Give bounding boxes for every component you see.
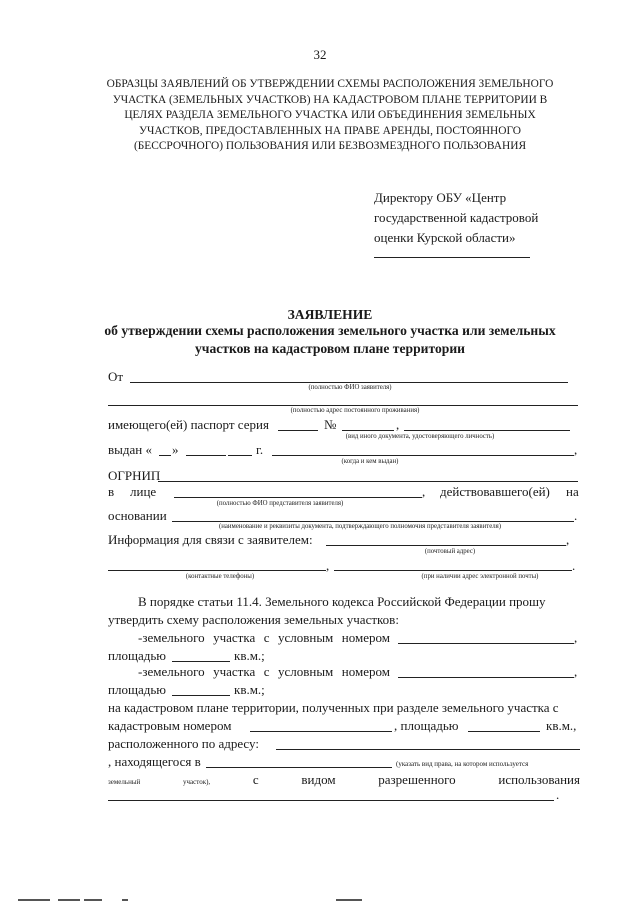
from-field[interactable] (130, 382, 568, 383)
intro-line: В порядке статьи 11.4. Земельного кодекса Российской Федерации прошу (138, 594, 546, 609)
scan-mark (18, 899, 50, 901)
basis-caption: (наименование и реквизиты документа, подтверждающего полномочия представителя заявителя) (218, 523, 501, 530)
right-note: (указать вид права, на котором используется (396, 760, 529, 768)
in-label: в (108, 484, 115, 499)
passport-label: имеющего(ей) паспорт серия (108, 417, 269, 432)
plot-word: условным (277, 630, 334, 645)
area-label: площадью (108, 648, 166, 663)
plot-word: с (263, 630, 270, 645)
area-unit: кв.м.; (234, 648, 265, 663)
plot-word: -земельного (138, 664, 205, 679)
postal-caption: (почтовый адрес) (424, 548, 476, 555)
use-type-field[interactable] (108, 800, 554, 801)
person-label: лице (130, 484, 157, 499)
acted-label: действовавшего(ей) (440, 484, 550, 499)
basis-field[interactable] (172, 521, 574, 522)
intro-line: утвердить схему расположения земельных участков: (108, 612, 399, 627)
scan-mark (84, 899, 102, 901)
ogrnip-label: ОГРНИП (108, 468, 161, 483)
year-suffix: г. (256, 442, 264, 457)
phones-field[interactable] (108, 570, 326, 571)
issued-day-field[interactable] (159, 455, 171, 456)
located-address-field[interactable] (276, 749, 580, 750)
scan-mark (336, 899, 362, 901)
plot-word: с (263, 664, 270, 679)
plot-word: -земельного (138, 630, 205, 645)
use-row (108, 772, 580, 790)
issued-label: выдан « (108, 442, 152, 457)
passport-series-field[interactable] (278, 430, 318, 431)
plot-1-number-field[interactable] (398, 643, 574, 644)
ogrnip-field[interactable] (158, 481, 578, 482)
plot-2-area-field[interactable] (172, 695, 230, 696)
use-word: использования (498, 772, 580, 787)
plot-row-2 (138, 664, 390, 680)
addressee-line: государственной кадастровой (374, 210, 539, 225)
issued-caption: (когда и кем выдан) (341, 458, 399, 465)
application-title: ЗАЯВЛЕНИЕ (287, 307, 373, 322)
phones-caption: (контактные телефоны) (185, 573, 255, 580)
area-label-2: , площадью (394, 718, 459, 733)
postal-address-field[interactable] (326, 545, 566, 546)
issued-year-field[interactable] (228, 455, 252, 456)
passport-number-sign: № (324, 417, 337, 432)
land-word: земельный (108, 778, 141, 786)
plot-1-area-field[interactable] (172, 661, 230, 662)
plot-word: условным (277, 664, 334, 679)
passport-caption: (вид иного документа, удостоверяющего личность) (345, 433, 495, 440)
email-field[interactable] (334, 570, 572, 571)
area-label: площадью (108, 682, 166, 697)
cad-number-field[interactable] (250, 731, 392, 732)
plot-word: участка (213, 664, 256, 679)
contact-label: Информация для связи с заявителем: (108, 532, 313, 547)
with-word: с (252, 772, 259, 787)
located-label: расположенного по адресу: (108, 736, 259, 751)
scan-mark (122, 899, 128, 901)
plot-word: номером (341, 664, 390, 679)
residence-caption: (полностью адрес постоянного проживания) (290, 407, 420, 414)
plot-2-number-field[interactable] (398, 677, 574, 678)
from-caption: (полностью ФИО заявителя) (308, 384, 392, 391)
passport-number-field[interactable] (342, 430, 394, 431)
plot-word: участка (213, 630, 256, 645)
situated-label: , находящегося в (108, 754, 201, 769)
on-label: на (566, 484, 579, 499)
residence-field[interactable] (108, 405, 578, 406)
addressee-line: Директору ОБУ «Центр (374, 190, 507, 205)
addressee-signature-line (374, 257, 530, 258)
addressee-line: оценки Курской области» (374, 230, 516, 245)
right-type-field[interactable] (206, 767, 392, 768)
email-caption: (при наличии адрес электронной почты) (421, 573, 539, 580)
cad-plan-line: на кадастровом плане территории, полученных при разделе земельного участка с (108, 700, 559, 715)
document-heading: ОБРАЗЦЫ ЗАЯВЛЕНИЙ ОБ УТВЕРЖДЕНИИ СХЕМЫ РАСПОЛОЖЕНИЯ ЗЕМЕЛЬНОГО УЧАСТКА (ЗЕМЕЛЬНЫХ УЧАСТКОВ) НА КАДАСТРОВОМ ПЛАНЕ ТЕРРИТОРИИ В ЦЕЛЯХ РАЗДЕЛА ЗЕМЕЛЬНОГО УЧАСТКА ИЛИ ОБЪЕДИНЕНИЯ ЗЕМЕЛЬНЫХ УЧАСТКОВ, ПРЕДОСТАВЛЕННЫХ НА ПРАВЕ АРЕНДЫ, ПОСТОЯННОГО (БЕССРОЧНОГО) ПОЛЬЗОВАНИЯ ИЛИ БЕЗВОЗМЕЗДНОГО ПОЛЬЗОВАНИЯ (106, 78, 554, 153)
representative-caption: (полностью ФИО представителя заявителя) (216, 500, 344, 507)
scan-mark (58, 899, 80, 901)
plot-word: участок), (183, 778, 211, 786)
type-word: видом (301, 772, 336, 787)
area-unit: кв.м.; (234, 682, 265, 697)
addressee-block (374, 188, 538, 248)
subtitle-line: участков на кадастровом плане территории (195, 340, 465, 356)
basis-label: основании (108, 508, 167, 523)
plot-row-1 (138, 630, 390, 646)
area-unit-2: кв.м., (546, 718, 577, 733)
subtitle-line: об утверждении схемы расположения земельного участка или земельных (104, 323, 556, 338)
page-number: 32 (313, 47, 327, 62)
passport-doc-field[interactable] (404, 430, 570, 431)
issued-by-field[interactable] (272, 455, 574, 456)
plot-word: номером (341, 630, 390, 645)
cad-area-field[interactable] (468, 731, 540, 732)
issued-quote: » (172, 442, 179, 457)
issued-month-field[interactable] (186, 455, 226, 456)
cad-number-label: кадастровым номером (108, 718, 232, 733)
permitted-word: разрешенного (378, 772, 456, 787)
representative-field[interactable] (174, 497, 422, 498)
from-label: От (108, 369, 124, 384)
application-subtitle (90, 322, 570, 357)
